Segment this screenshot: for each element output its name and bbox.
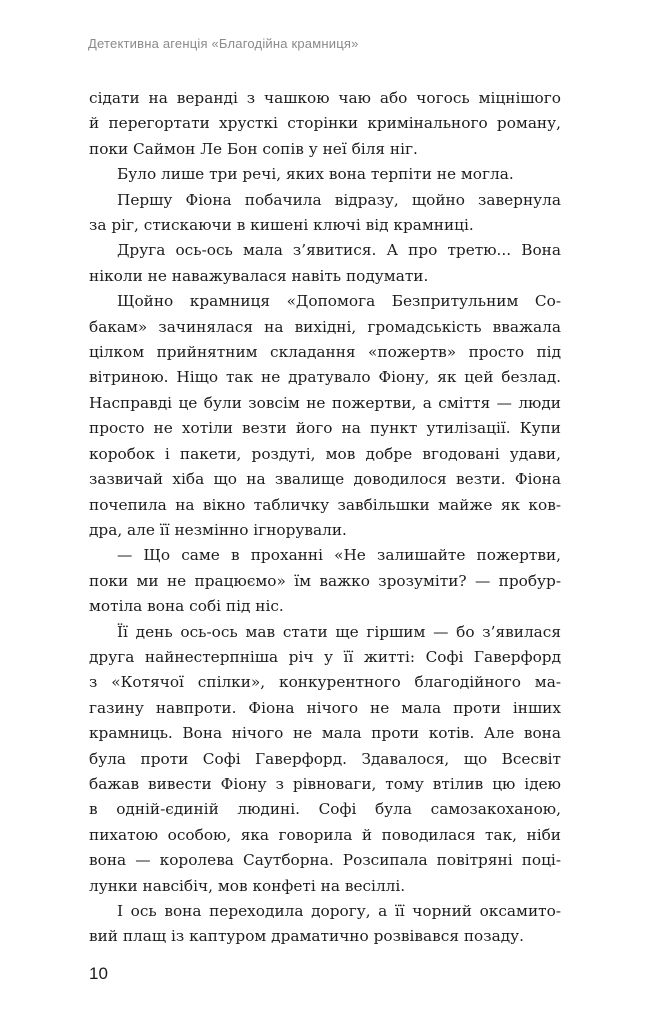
text-line: Першу Фіона побачила відразу, щойно завернула bbox=[117, 190, 561, 209]
text-line: газину навпроти. Фіона нічого не мала проти інших bbox=[89, 698, 561, 717]
text-line: просто не хотіли везти його на пункт утилізації. Купи bbox=[89, 419, 561, 438]
text-line: мотіла вона собі під ніс. bbox=[89, 597, 284, 616]
paragraph bbox=[89, 238, 561, 289]
text-line: І ось вона переходила дорогу, а її чорний оксамито- bbox=[117, 902, 561, 920]
text-line: — Що саме в проханні «Не залишайте пожертви, bbox=[117, 546, 561, 565]
text-line: бакам» зачинялася на вихідні, громадськість вважала bbox=[89, 317, 561, 336]
text-line: ніколи не наважувалася навіть подумати. bbox=[89, 266, 429, 285]
text-line: з «Котячої спілки», конкурентного благодійного ма- bbox=[89, 673, 561, 692]
body-text bbox=[89, 86, 561, 950]
text-line: Щойно крамниця «Допомога Безпритульним Со- bbox=[117, 292, 561, 311]
text-line: друга найнестерпніша річ у її житті: Софі Гаверфорд bbox=[89, 647, 561, 666]
text-line: Її день ось-ось мав стати ще гіршим — бо з’явилася bbox=[117, 622, 561, 641]
text-line: Насправді це були зовсім не пожертви, а сміття — люди bbox=[89, 393, 561, 412]
text-line: крамниць. Вона нічого не мала проти котів. Але вона bbox=[89, 724, 561, 743]
text-line: вий плащ із каптуром драматично розвівався позаду. bbox=[89, 927, 524, 946]
text-line: за ріг, стискаючи в кишені ключі від крамниці. bbox=[89, 216, 474, 235]
text-line: зазвичай хіба що на звалище доводилося везти. Фіона bbox=[89, 470, 561, 489]
page-number: 10 bbox=[89, 964, 108, 983]
text-line: цілком прийнятним складання «пожертв» просто під bbox=[89, 343, 561, 362]
text-line: поки Саймон Ле Бон сопів у неї біля ніг. bbox=[89, 139, 418, 158]
running-header-title: Детективна агенція «Благодійна крамниця» bbox=[88, 36, 359, 51]
text-line: в одній-єдиній людині. Софі була самозакоханою, bbox=[89, 800, 561, 819]
text-line: коробок і пакети, роздуті, мов добре вгодовані удави, bbox=[89, 444, 561, 463]
text-line: почепила на вікно табличку завбільшки майже як ков- bbox=[89, 495, 561, 514]
text-line: Було лише три речі, яких вона терпіти не могла. bbox=[117, 165, 514, 184]
text-line: лунки навсібіч, мов конфеті на весіллі. bbox=[89, 876, 406, 895]
text-line: вона — королева Саутборна. Розсипала повітряні поці- bbox=[89, 851, 561, 870]
paragraph bbox=[89, 899, 561, 950]
paragraph bbox=[89, 188, 561, 239]
text-line: була проти Софі Гаверфорд. Здавалося, що Всесвіт bbox=[89, 749, 561, 768]
text-line: поки ми не працюємо» їм важко зрозуміти? — пробур- bbox=[89, 571, 561, 590]
paragraph bbox=[89, 543, 561, 619]
text-line: вітриною. Ніщо так не дратувало Фіону, як цей безлад. bbox=[89, 368, 561, 387]
text-line: й перегортати хрусткі сторінки кримінального роману, bbox=[89, 114, 561, 133]
text-line: Друга ось-ось мала з’явитися. А про третю... Вона bbox=[117, 241, 561, 260]
paragraph bbox=[89, 86, 561, 162]
paragraph bbox=[89, 620, 561, 899]
text-line: дра, але її незмінно ігнорували. bbox=[89, 520, 347, 539]
paragraph bbox=[89, 289, 561, 543]
text-line: сідати на веранді з чашкою чаю або чогось міцнішого bbox=[89, 89, 561, 107]
text-line: пихатою особою, яка говорила й поводилася так, ніби bbox=[89, 825, 561, 844]
paragraph bbox=[89, 162, 561, 187]
text-line: бажав вивести Фіону з рівноваги, тому втілив цю ідею bbox=[89, 774, 561, 793]
